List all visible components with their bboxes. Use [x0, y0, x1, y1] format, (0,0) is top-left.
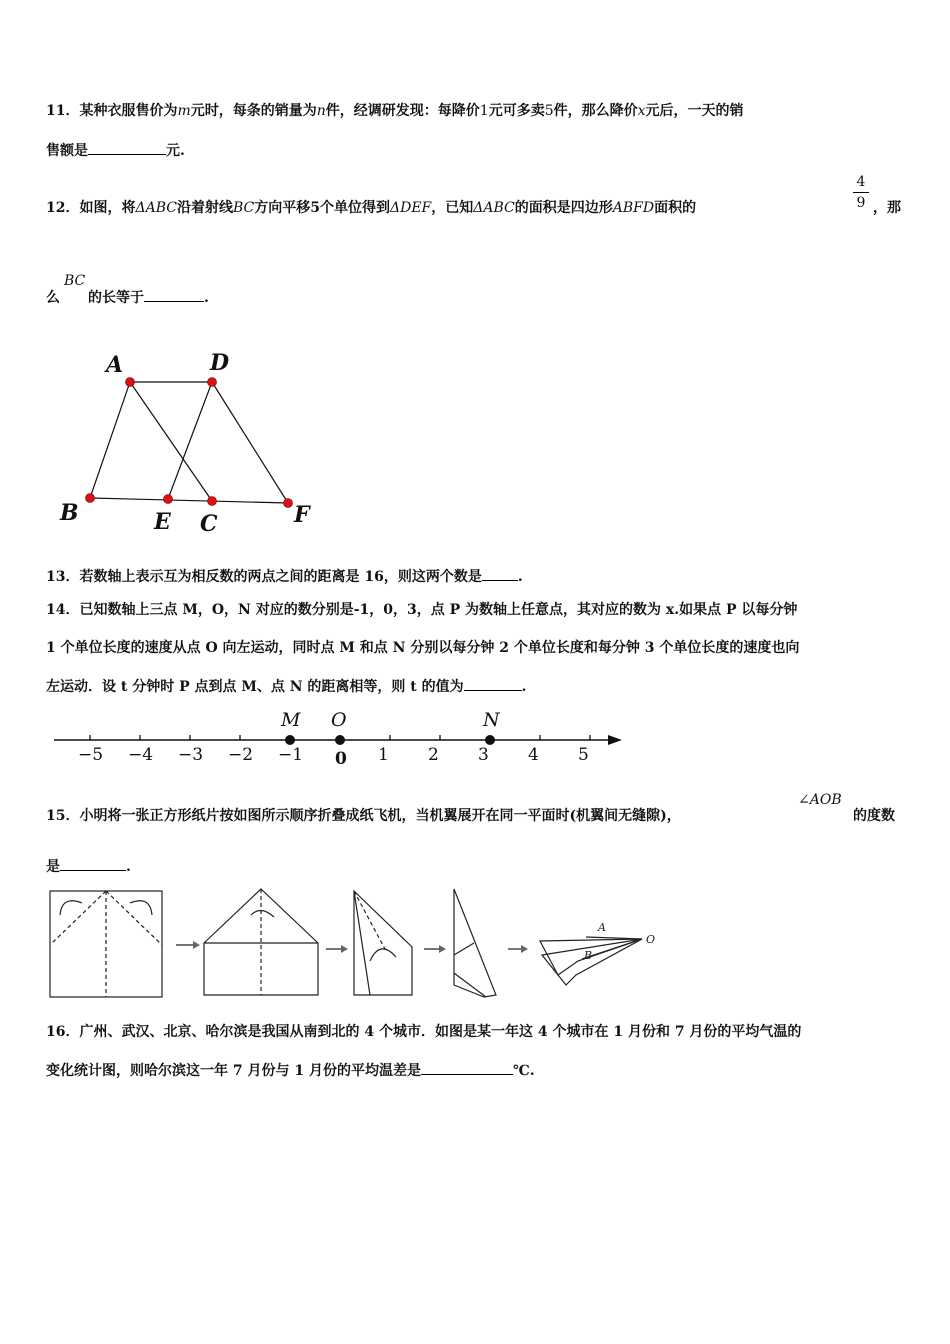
- fold-arrow-2: [251, 910, 274, 917]
- step-arrow-3: [424, 945, 446, 953]
- q11-var-n: n: [316, 103, 326, 119]
- label-n: N: [483, 709, 500, 731]
- q11-text: 元可多卖: [488, 103, 545, 119]
- point-n: [485, 735, 495, 745]
- q11-number: 11．: [46, 103, 80, 119]
- q12-segment-bc-raised: BC: [64, 273, 86, 289]
- axis-tick-label: −1: [278, 745, 304, 765]
- segment-bf: [90, 498, 288, 503]
- q13-answer-blank[interactable]: [482, 566, 518, 581]
- point-e: [164, 495, 173, 504]
- plane-label-o: O: [646, 933, 656, 946]
- q12-text: 个单位得到: [319, 200, 390, 216]
- fold-step-3: [354, 891, 412, 995]
- question-13: [46, 566, 523, 587]
- q12-line-1-end: [873, 198, 901, 218]
- segment-ab: [90, 382, 130, 498]
- plane-label-b: B: [584, 949, 593, 962]
- question-15-line-1-end: [853, 806, 895, 826]
- axis-tick-label: 4: [528, 745, 539, 765]
- fold-step-2: [204, 889, 318, 995]
- plane-label-a: A: [598, 921, 606, 934]
- q11-var-m: m: [177, 103, 191, 119]
- question-16-line-2: [46, 1060, 535, 1081]
- q12-text: 面积的: [654, 200, 697, 216]
- q12-frac-bar: [853, 192, 869, 193]
- q15-answer-blank[interactable]: [60, 856, 126, 871]
- q11-text: 件，那么降价: [553, 103, 638, 119]
- point-d: [208, 378, 217, 387]
- fold-arrow-right: [130, 901, 152, 915]
- q12-num-5: 5: [310, 200, 320, 216]
- q11-text: 元.: [166, 143, 185, 159]
- q12-figure-lines: [90, 382, 288, 503]
- segment-df: [212, 382, 288, 503]
- q12-fraction: [853, 174, 869, 211]
- step-arrow-1: [176, 941, 200, 949]
- segment-ac: [130, 382, 212, 501]
- axis-tick-label: 2: [428, 745, 439, 765]
- paper-narrow: [454, 889, 496, 997]
- question-14-line-1: 14．已知数轴上三点 M，O，N 对应的数分别是-1，0，3，点 P 为数轴上任意点，其对应的数为 x.如果点 P 以每分钟: [46, 602, 798, 618]
- axis-tick-label: −2: [228, 745, 254, 765]
- q12-text: 沿着射线: [176, 200, 233, 216]
- axis-tick-label: −3: [178, 745, 204, 765]
- q12-triangle-abc: ΔABC: [135, 200, 177, 216]
- fold-arrow-3: [370, 949, 396, 961]
- question-12-line-2: [46, 287, 209, 308]
- q14-text-end: .: [521, 679, 527, 695]
- q12-text: 的面积是四边形: [514, 200, 613, 216]
- step-arrow-4: [508, 945, 528, 953]
- q12-text: .: [204, 290, 209, 306]
- q12-quad-abfd: ABFD: [612, 200, 655, 216]
- point-a: [126, 378, 135, 387]
- label-f: F: [294, 502, 310, 528]
- q12-text: 的长等于: [88, 290, 144, 306]
- fold-line-left: [50, 891, 106, 945]
- q12-text: ，已知: [431, 200, 474, 216]
- step-arrow-2: [326, 945, 348, 953]
- q12-frac-numerator: 4: [856, 174, 866, 190]
- q12-figure: [50, 340, 340, 540]
- point-m: [285, 735, 295, 745]
- q12-triangle-def: ΔDEF: [389, 200, 432, 216]
- question-12-line-1: [46, 198, 696, 218]
- label-m: M: [281, 709, 301, 731]
- point-f: [284, 499, 293, 508]
- q11-var-x: x: [637, 103, 646, 119]
- point-c: [208, 497, 217, 506]
- q12-text: 如图，将: [79, 200, 136, 216]
- q12-text: 么: [46, 290, 60, 306]
- axis-tick-label: 5: [578, 745, 589, 765]
- q14-text: 左运动．设 t 分钟时 P 点到点 M、点 N 的距离相等，则 t 的值为: [46, 679, 464, 695]
- q16-text-end: ℃.: [512, 1063, 535, 1079]
- axis-tick-label: 3: [478, 745, 489, 765]
- q15-angle-aob: ∠AOB: [798, 792, 842, 808]
- question-15-line-2: [46, 856, 131, 877]
- q16-text: 变化统计图，则哈尔滨这一年 7 月份与 1 月份的平均温差是: [46, 1063, 421, 1079]
- q11-text: 售额是: [46, 143, 88, 159]
- q13-text-end: .: [517, 569, 523, 585]
- q12-frac-denominator: 9: [856, 195, 866, 211]
- axis-tick-label: −4: [128, 745, 154, 765]
- fold-arrow-left: [60, 901, 82, 915]
- label-a: A: [106, 352, 124, 378]
- question-11-line-1: [46, 101, 744, 121]
- segment-de: [168, 382, 212, 499]
- q13-text: 13．若数轴上表示互为相反数的两点之间的距离是 16，则这两个数是: [46, 569, 482, 585]
- q12-text: ，那: [873, 200, 901, 216]
- fold-step-4: [454, 889, 496, 997]
- q12-triangle-abc-2: ΔABC: [473, 200, 515, 216]
- q12-number: 12．: [46, 200, 80, 216]
- q12-segment-bc: BC: [232, 200, 255, 216]
- q15-text: 是: [46, 859, 60, 875]
- label-b: B: [60, 500, 79, 526]
- label-d: D: [210, 350, 230, 376]
- q15-text: 15．小明将一张正方形纸片按如图所示顺序折叠成纸飞机，当机翼展开在同一平面时(机翼间无缝隙)，: [46, 808, 681, 824]
- fold-line-right: [106, 891, 162, 945]
- axis-arrow: [608, 735, 622, 745]
- fold-step-1: [50, 891, 162, 997]
- label-e: E: [154, 509, 171, 535]
- plane-wing-lower: [542, 939, 642, 985]
- q12-text: 方向平移: [254, 200, 311, 216]
- point-b: [86, 494, 95, 503]
- fold-line-4b: [454, 973, 486, 997]
- question-14-line-2: 1 个单位长度的速度从点 O 向左运动，同时点 M 和点 N 分别以每分钟 2 个单位长度和每分钟 3 个单位长度的速度也向: [46, 640, 800, 656]
- axis-tick-label: −5: [78, 745, 104, 765]
- axis-tick-label: 0: [335, 749, 347, 769]
- q16-answer-blank[interactable]: [421, 1060, 513, 1075]
- q11-answer-blank[interactable]: [88, 140, 166, 155]
- axis-tick-label: 1: [378, 745, 389, 765]
- q11-text: 元后，一天的销: [645, 103, 744, 119]
- q11-text: 元时，每条的销量为: [190, 103, 317, 119]
- fold-line-4a: [454, 943, 474, 955]
- question-14-line-3: [46, 676, 527, 697]
- q15-text-end: .: [126, 859, 131, 875]
- q15-folding-figure: [46, 885, 666, 1003]
- q12-answer-blank[interactable]: [144, 287, 204, 302]
- q14-answer-blank[interactable]: [464, 676, 522, 691]
- point-o: [335, 735, 345, 745]
- question-11-line-2: [46, 140, 185, 161]
- q11-text: 件，经调研发现：每降价: [325, 103, 480, 119]
- q15-text: 的度数: [853, 808, 895, 824]
- axis-tick-labels: [78, 745, 589, 769]
- q11-num-5: 5: [544, 103, 554, 119]
- q11-num-1: 1: [479, 103, 489, 119]
- plane-edge-a: [586, 937, 642, 939]
- q14-number-line: [50, 706, 630, 770]
- label-o: O: [331, 709, 347, 731]
- label-c: C: [200, 511, 218, 537]
- question-16-line-1: 16．广州、武汉、北京、哈尔滨是我国从南到北的 4 个城市．如图是某一年这 4 个城市在 1 月份和 7 月份的平均气温的: [46, 1024, 802, 1040]
- question-15-line-1: [46, 806, 681, 826]
- q11-text: 某种衣服售价为: [79, 103, 178, 119]
